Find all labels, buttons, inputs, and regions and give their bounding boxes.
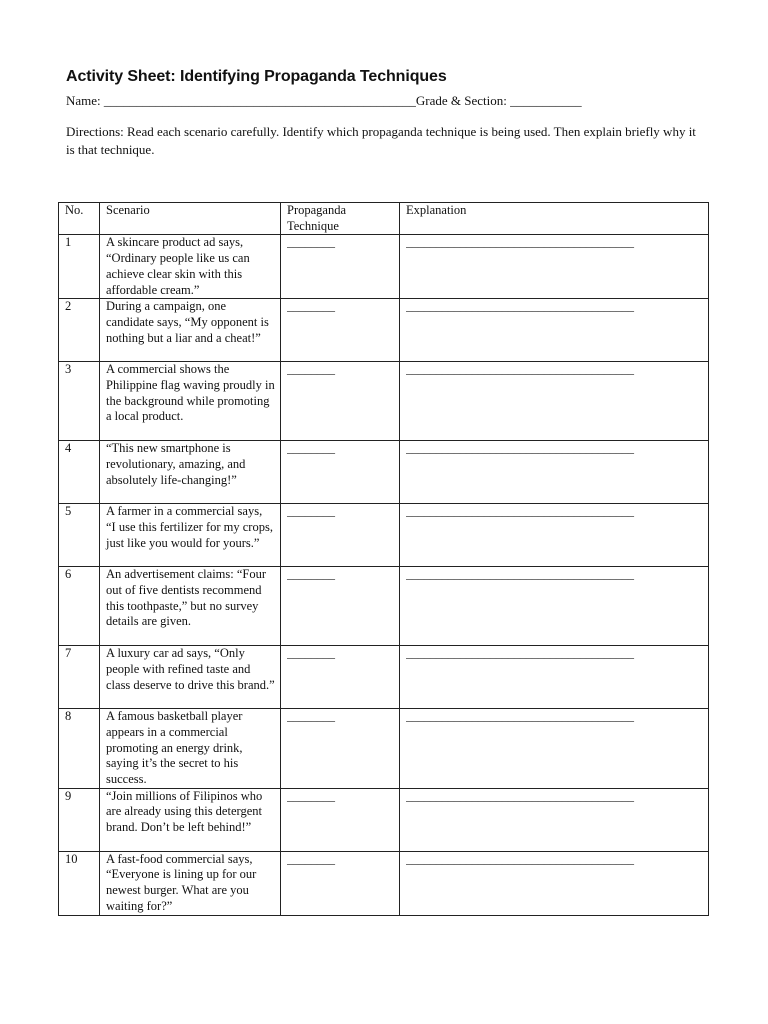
row-scenario: A farmer in a commercial says, “I use this fertilizer for my crops, just like you would for yours.” (100, 504, 281, 567)
technique-answer-blank[interactable] (281, 441, 400, 504)
technique-answer-blank[interactable] (281, 362, 400, 441)
technique-blank-line: ________ (287, 709, 335, 724)
technique-blank-line: ________ (287, 504, 335, 519)
explanation-blank-line: ______________________________________ (406, 709, 634, 724)
page-title: Activity Sheet: Identifying Propaganda Techniques (66, 68, 447, 85)
technique-blank-line: ________ (287, 788, 335, 803)
row-scenario: A famous basketball player appears in a commercial promoting an energy drink, saying it’s the secret to his success. (100, 709, 281, 789)
row-number: 8 (59, 709, 100, 789)
table-row (59, 299, 709, 362)
propaganda-table (58, 202, 709, 916)
table-row (59, 567, 709, 646)
explanation-blank-line: ______________________________________ (406, 567, 634, 582)
header-explanation: Explanation (400, 203, 709, 235)
technique-answer-blank[interactable] (281, 646, 400, 709)
technique-blank-line: ________ (287, 441, 335, 456)
explanation-blank-line: ______________________________________ (406, 851, 634, 866)
table-row (59, 504, 709, 567)
technique-answer-blank[interactable] (281, 504, 400, 567)
table-header-row (59, 203, 709, 235)
technique-answer-blank[interactable] (281, 709, 400, 789)
name-grade-line: Name: ________________________________________________Grade & Section: ___________ (66, 93, 582, 108)
table-row (59, 709, 709, 789)
explanation-blank-line: ______________________________________ (406, 441, 634, 456)
explanation-answer-blank[interactable] (400, 235, 709, 299)
row-number: 3 (59, 362, 100, 441)
explanation-blank-line: ______________________________________ (406, 235, 634, 250)
row-scenario: A fast-food commercial says, “Everyone is lining up for our newest burger. What are you waiting for?” (100, 851, 281, 915)
row-number: 4 (59, 441, 100, 504)
row-number: 5 (59, 504, 100, 567)
table-row (59, 235, 709, 299)
row-scenario: A commercial shows the Philippine flag waving proudly in the background while promoting a local product. (100, 362, 281, 441)
row-scenario: “This new smartphone is revolutionary, amazing, and absolutely life-changing!” (100, 441, 281, 504)
directions-text: Directions: Read each scenario carefully. Identify which propaganda technique is being used. Then explain briefly why it is that technique. (66, 124, 696, 157)
explanation-blank-line: ______________________________________ (406, 504, 634, 519)
header-technique: Propaganda Technique (281, 203, 400, 235)
technique-answer-blank[interactable] (281, 851, 400, 915)
row-number: 9 (59, 788, 100, 851)
technique-blank-line: ________ (287, 299, 335, 314)
technique-blank-line: ________ (287, 362, 335, 377)
explanation-blank-line: ______________________________________ (406, 788, 634, 803)
row-number: 10 (59, 851, 100, 915)
technique-answer-blank[interactable] (281, 567, 400, 646)
row-scenario: An advertisement claims: “Four out of five dentists recommend this toothpaste,” but no survey details are given. (100, 567, 281, 646)
technique-answer-blank[interactable] (281, 235, 400, 299)
table-row (59, 441, 709, 504)
technique-blank-line: ________ (287, 646, 335, 661)
header-no: No. (59, 203, 100, 235)
row-number: 7 (59, 646, 100, 709)
row-number: 6 (59, 567, 100, 646)
explanation-answer-blank[interactable] (400, 567, 709, 646)
technique-blank-line: ________ (287, 567, 335, 582)
explanation-blank-line: ______________________________________ (406, 646, 634, 661)
explanation-blank-line: ______________________________________ (406, 299, 634, 314)
row-scenario: A luxury car ad says, “Only people with refined taste and class deserve to drive this brand.” (100, 646, 281, 709)
explanation-answer-blank[interactable] (400, 362, 709, 441)
explanation-answer-blank[interactable] (400, 709, 709, 789)
explanation-answer-blank[interactable] (400, 504, 709, 567)
explanation-answer-blank[interactable] (400, 646, 709, 709)
row-number: 2 (59, 299, 100, 362)
technique-answer-blank[interactable] (281, 788, 400, 851)
explanation-answer-blank[interactable] (400, 441, 709, 504)
table-row (59, 646, 709, 709)
technique-blank-line: ________ (287, 851, 335, 866)
row-scenario: During a campaign, one candidate says, “My opponent is nothing but a liar and a cheat!” (100, 299, 281, 362)
technique-answer-blank[interactable] (281, 299, 400, 362)
table-row (59, 851, 709, 915)
row-scenario: A skincare product ad says, “Ordinary people like us can achieve clear skin with this affordable cream.” (100, 235, 281, 299)
explanation-answer-blank[interactable] (400, 851, 709, 915)
row-number: 1 (59, 235, 100, 299)
explanation-blank-line: ______________________________________ (406, 362, 634, 377)
row-scenario: “Join millions of Filipinos who are already using this detergent brand. Don’t be left behind!” (100, 788, 281, 851)
table-row (59, 788, 709, 851)
technique-blank-line: ________ (287, 235, 335, 250)
header-scenario: Scenario (100, 203, 281, 235)
explanation-answer-blank[interactable] (400, 788, 709, 851)
table-row (59, 362, 709, 441)
explanation-answer-blank[interactable] (400, 299, 709, 362)
